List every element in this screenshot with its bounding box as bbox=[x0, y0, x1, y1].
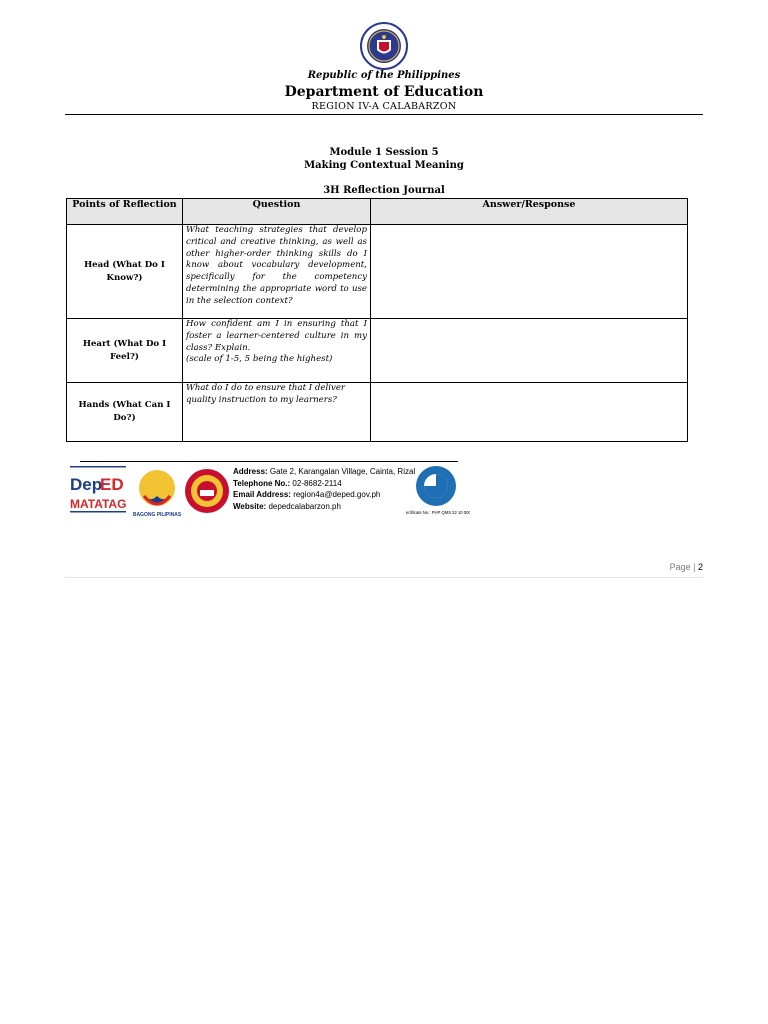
republic-label: Republic of the Philippines bbox=[307, 70, 461, 81]
contact-block bbox=[233, 466, 415, 512]
table-header-row bbox=[67, 199, 688, 225]
iso-certification-logo bbox=[406, 464, 470, 520]
point-heart: Heart (What Do I Feel?) bbox=[67, 319, 183, 383]
table-row bbox=[67, 383, 688, 442]
email-line: Email Address: region4a@deped.gov.ph bbox=[233, 490, 381, 499]
module-title: Module 1 Session 5 bbox=[329, 147, 439, 158]
question-heart-cell bbox=[183, 319, 371, 383]
table-title: 3H Reflection Journal bbox=[323, 185, 445, 196]
answer-head-cell[interactable] bbox=[371, 225, 688, 319]
question-head: What teaching strategies that develop critical and creative thinking, as well as other higher-order thinking skills do I know about vocabulary development, specifically for the competency determining the appropriate word to use in the selection context? bbox=[183, 225, 371, 319]
header-question: Question bbox=[183, 199, 371, 225]
answer-hands-cell[interactable] bbox=[371, 383, 688, 442]
certificate-number: Certificate No.: PHP QMS 22 10 0000 bbox=[406, 510, 470, 515]
deped-matatag-logo bbox=[68, 466, 128, 516]
module-subtitle: Making Contextual Meaning bbox=[304, 160, 464, 171]
header-points: Points of Reflection bbox=[67, 199, 183, 225]
reflection-journal-table bbox=[66, 198, 688, 442]
bagong-label: BAGONG PILIPINAS bbox=[132, 512, 182, 518]
svg-text:MATATAG: MATATAG bbox=[70, 497, 127, 511]
question-heart-note: (scale of 1-5, 5 being the highest) bbox=[186, 354, 333, 365]
website-line: Website: depedcalabarzon.ph bbox=[233, 501, 341, 511]
region-label: REGION IV-A CALABARZON bbox=[311, 101, 457, 112]
address-line: Address: Gate 2, Karangalan Village, Cainta, Rizal bbox=[233, 467, 416, 476]
department-title: Department of Education bbox=[284, 84, 484, 100]
answer-heart-cell[interactable] bbox=[371, 319, 688, 383]
svg-text:ED: ED bbox=[100, 475, 124, 494]
table-row bbox=[67, 319, 688, 383]
header-answer: Answer/Response bbox=[371, 199, 688, 225]
point-head: Head (What Do I Know?) bbox=[67, 225, 183, 319]
page-number: Page | 2 bbox=[669, 562, 703, 572]
question-heart: How confident am I in ensuring that I foster a learner-centered culture in my class? Explain. bbox=[186, 319, 367, 353]
question-hands: What do I do to ensure that I deliver quality instruction to my learners? bbox=[183, 383, 371, 442]
point-hands: Hands (What Can I Do?) bbox=[67, 383, 183, 442]
bagong-pilipinas-logo bbox=[132, 466, 182, 518]
header-divider bbox=[65, 114, 703, 115]
svg-text:Dep: Dep bbox=[70, 475, 103, 494]
telephone-line: Telephone No.: 02-8682-2114 bbox=[233, 478, 342, 488]
region-seal-logo bbox=[184, 468, 230, 514]
footer-divider bbox=[80, 461, 458, 462]
deped-seal-logo bbox=[360, 22, 408, 70]
table-row bbox=[67, 225, 688, 319]
page-footer-divider bbox=[65, 577, 703, 578]
